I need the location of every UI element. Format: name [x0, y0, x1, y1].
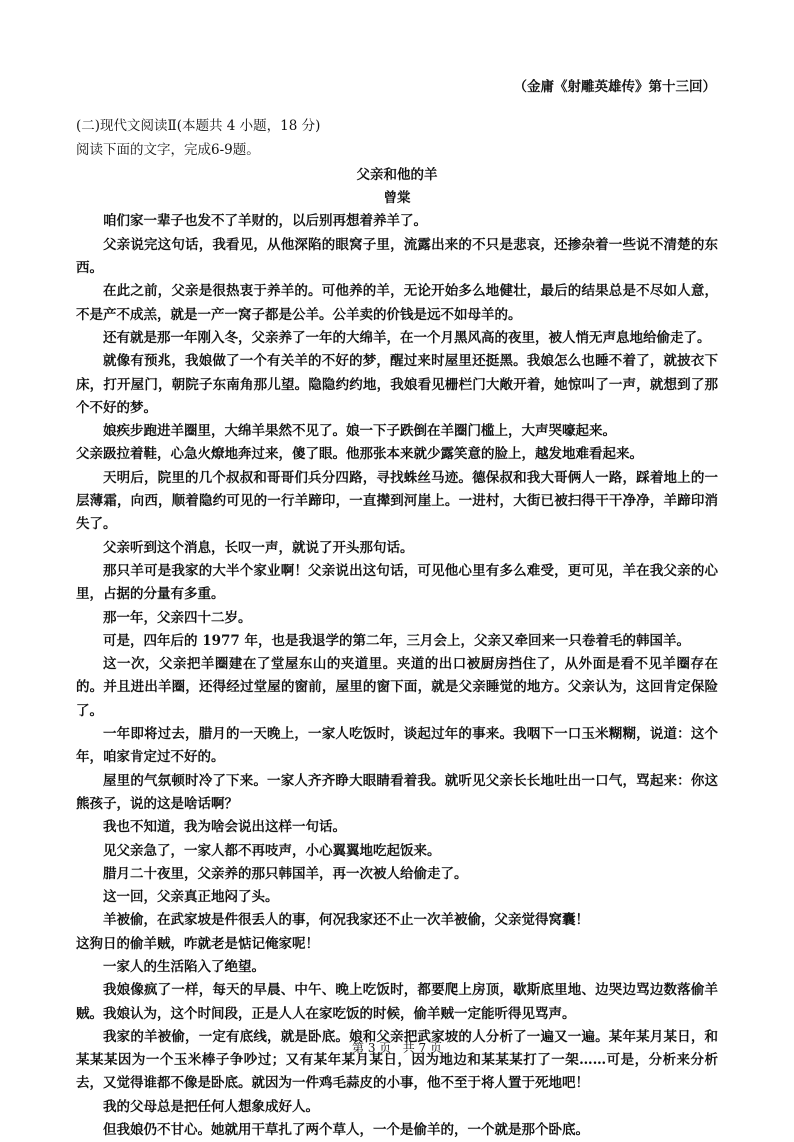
page-number: 第 3 页 [352, 1041, 392, 1055]
article-paragraph: 我娘像疯了一样，每天的早晨、中午、晚上吃饭时，都要爬上房顶，歇斯底里地、边哭边骂边数落偷羊贼。我娘认为，这个时间段，正是人人在家吃饭的时候，偷羊贼一定能听得见骂声。 [76, 982, 718, 1022]
article-paragraph: 我也不知道，我为啥会说出这样一句话。 [103, 819, 346, 836]
article-paragraph: 娘疾步跑进羊圈里，大绵羊果然不见了。娘一下子跌倒在羊圈门槛上，大声哭嚎起来。 [103, 423, 616, 440]
article-paragraph: 那一年，父亲四十二岁。 [103, 609, 252, 626]
section-instruction: 阅读下面的文字，完成6-9题。 [76, 141, 260, 158]
source-citation: （金庸《射雕英雄传》第十三回） [513, 79, 716, 95]
article-paragraph: 可是，四年后的 1977 年，也是我退学的第二年，三月会上，父亲又牵回来一只卷着毛的韩国羊。 [103, 632, 690, 649]
article-paragraph: 还有就是那一年刚入冬，父亲养了一年的大绵羊，在一个月黑风高的夜里，被人悄无声息地给偷走了。 [103, 329, 711, 346]
article-paragraph: 天明后，院里的几个叔叔和哥哥们兵分四路，寻找蛛丝马迹。德保叔和我大哥俩人一路，踩着地上的一层薄霜，向西，顺着隐约可见的一行羊蹄印，一直撵到河崖上。一进村，大街已被扫得干干净净，羊蹄印消失了。 [76, 469, 718, 533]
article-author: 曾棠 [383, 190, 411, 207]
article-paragraph: 屋里的气氛顿时冷了下来。一家人齐齐睁大眼睛看着我。就听见父亲长长地吐出一口气，骂起来：你这熊孩子，说的这是啥话啊？ [76, 772, 718, 812]
article-paragraph: 这一次，父亲把羊圈建在了堂屋东山的夹道里。夹道的出口被厨房挡住了，从外面是看不见羊圈存在的。并且进出羊圈，还得经过堂屋的窗前，屋里的窗下面，就是父亲睡觉的地方。父亲认为，这回肯定保险了。 [76, 656, 718, 719]
article-paragraph: 父亲听到这个消息，长叹一声，就说了开头那句话。 [103, 539, 414, 556]
article-title: 父亲和他的羊 [356, 166, 438, 183]
article-paragraph: 一年即将过去，腊月的一天晚上，一家人吃饭时，谈起过年的事来。我咽下一口玉米糊糊，说道：这个年，咱家肯定过不好的。 [76, 726, 718, 766]
article-paragraph: 但我娘仍不甘心。她就用干草扎了两个草人，一个是偷羊的，一个就是那个卧底。 [103, 1122, 589, 1139]
article-paragraph: 这狗日的偷羊贼，咋就老是惦记俺家呢！ [76, 935, 319, 952]
article-paragraph: 腊月二十夜里，父亲养的那只韩国羊，再一次被人给偷走了。 [103, 865, 468, 882]
article-paragraph: 父亲趿拉着鞋，心急火燎地奔过来，傻了眼。他那张本来就少露笑意的脸上，越发地难看起来。 [76, 446, 643, 463]
article-paragraph: 一家人的生活陷入了绝望。 [103, 958, 265, 975]
article-paragraph: 咱们家一辈子也发不了羊财的，以后别再想着养羊了。 [103, 213, 427, 230]
article-paragraph: 我的父母总是把任何人想象成好人。 [103, 1098, 319, 1115]
page-total: 共 7 页 [402, 1041, 442, 1055]
article-paragraph: 父亲说完这句话，我看见，从他深陷的眼窝子里，流露出来的不只是悲哀，还掺杂着一些说不清楚的东西。 [76, 236, 718, 277]
article-paragraph: 那只羊可是我家的大半个家业啊！父亲说出这句话，可见他心里有多么难受，更可见，羊在我父亲的心里，占据的分量有多重。 [76, 562, 718, 603]
page-footer [0, 1039, 794, 1056]
article-paragraph: 这一回，父亲真正地闷了头。 [103, 889, 279, 906]
page-content [76, 76, 718, 1142]
article-body [76, 210, 718, 1142]
article-paragraph: 羊被偷，在武家坡是件很丢人的事，何况我家还不止一次羊被偷，父亲觉得窝囊！ [103, 912, 589, 929]
article-paragraph: 在此之前，父亲是很热衷于养羊的。可他养的羊，无论开始多么地健壮，最后的结果总是不尽如人意，不是产不成羔，就是一产一窝子都是公羊。公羊卖的价钱是远不如母羊的。 [76, 283, 718, 323]
section-title: (二)现代文阅读Ⅱ(本题共 4 小题，18 分) [76, 118, 321, 135]
article-paragraph: 我家的羊被偷，一定有底线，就是卧底。娘和父亲把武家坡的人分析了一遍又一遍。某年某月某日，和某某某因为一个玉米棒子争吵过；又有某年某月某日，因为地边和某某某打了一架……可是，分析来分析去，又觉得谁都不像是卧底。就因为一件鸡毛蒜皮的小事，他不至于将人置于死地吧！ [76, 1028, 718, 1092]
article-paragraph: 见父亲急了，一家人都不再吱声，小心翼翼地吃起饭来。 [103, 842, 441, 859]
article-paragraph: 就像有预兆，我娘做了一个有关羊的不好的梦，醒过来时屋里还挺黑。我娘怎么也睡不着了，就披衣下床，打开屋门，朝院子东南角那儿望。隐隐约约地，我娘看见栅栏门大敞开着，她惊叫了一声，就想到了那个不好的梦。 [76, 353, 718, 416]
